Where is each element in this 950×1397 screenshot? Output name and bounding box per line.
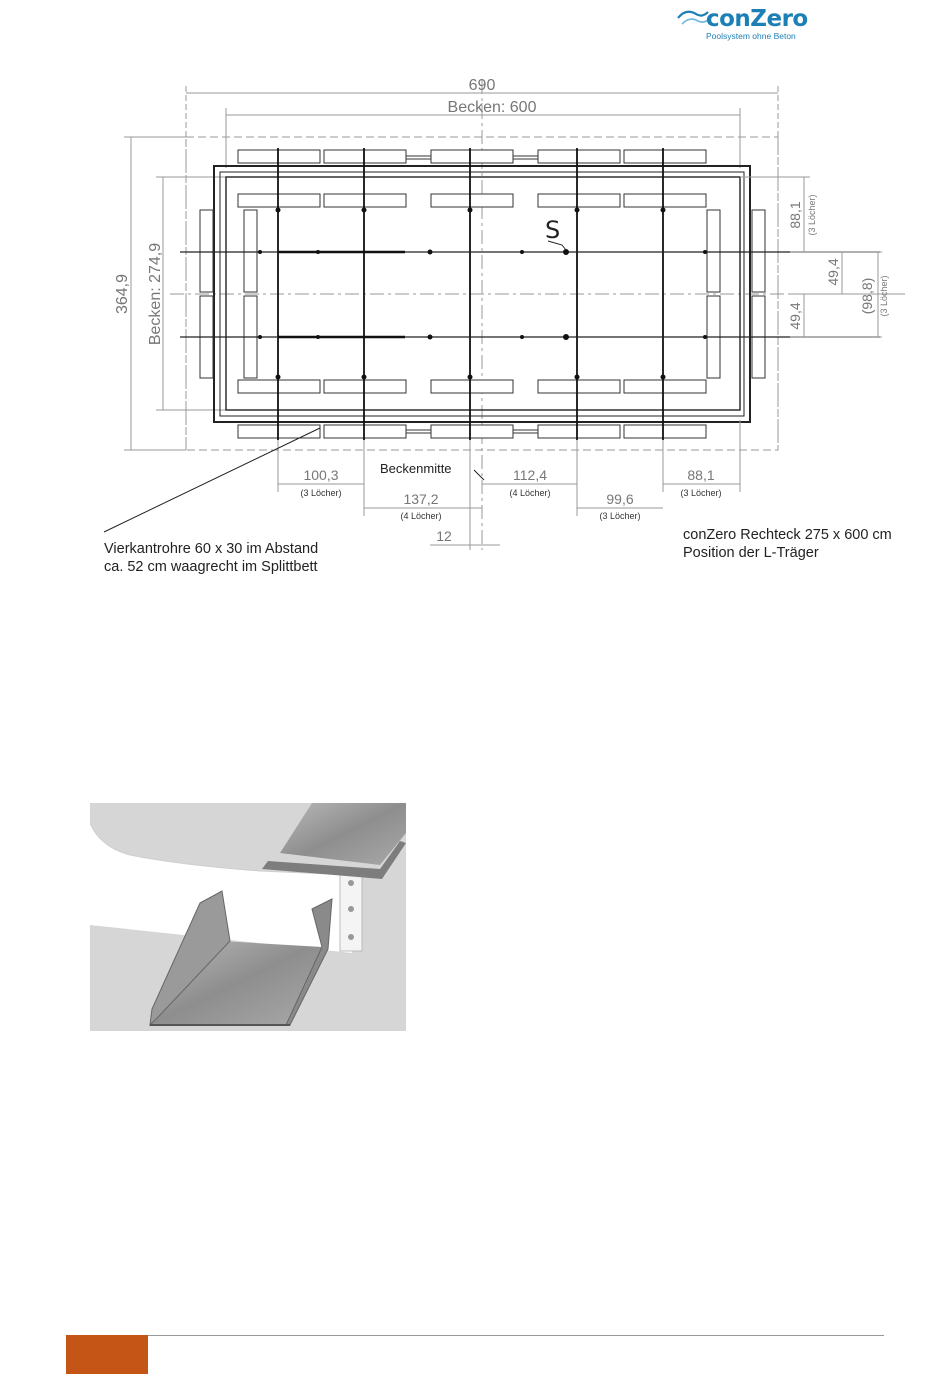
dim-bottom-e-note: (3 Löcher)	[680, 488, 722, 498]
marker-s: S	[545, 216, 561, 244]
footer-accent-block	[66, 1335, 148, 1374]
dim-bottom-e: 88,1	[687, 467, 715, 483]
dim-bottom-c-note: (4 Löcher)	[509, 488, 551, 498]
dim-bottom-b: 137,2	[403, 491, 439, 507]
dim-bottom-f: 12	[436, 528, 452, 544]
pipe-note-line1: Vierkantrohre 60 x 30 im Abstand	[104, 541, 319, 557]
l-beam-rendering	[90, 803, 406, 1031]
title-note	[683, 526, 892, 562]
dim-right-4: (98,8)	[859, 277, 875, 315]
dim-overall-width: 690	[468, 77, 496, 94]
brand-tagline: Poolsystem ohne Beton	[706, 31, 796, 41]
pipe-note	[104, 540, 318, 576]
dim-bottom-d-note: (3 Löcher)	[599, 511, 641, 521]
dim-bottom-c: 112,4	[513, 467, 547, 483]
dim-bottom-b-note: (4 Löcher)	[400, 511, 442, 521]
dim-pool-width: Becken: 600	[447, 99, 537, 116]
footer-rule	[66, 1335, 884, 1336]
dim-right-1-note: (3 Löcher)	[807, 194, 817, 236]
title-note-line1: conZero Rechteck 275 x 600 cm	[683, 527, 892, 543]
pool-layout-drawing	[0, 0, 950, 600]
dim-pool-height: Becken: 274,9	[147, 242, 164, 346]
center-label: Beckenmitte	[380, 461, 452, 476]
dim-bottom-a: 100,3	[303, 467, 339, 483]
dim-right-4-note: (3 Löcher)	[879, 275, 889, 317]
dim-bottom-d: 99,6	[606, 491, 634, 507]
dim-bottom-a-note: (3 Löcher)	[300, 488, 342, 498]
dim-right-2: 49,4	[825, 258, 841, 286]
pipe-note-line2: ca. 52 cm waagrecht im Splittbett	[104, 559, 318, 575]
title-note-line2: Position der L-Träger	[683, 545, 819, 561]
brand-name: conZero	[706, 6, 808, 32]
dim-overall-height: 364,9	[114, 273, 131, 315]
dim-right-1: 88,1	[787, 201, 803, 229]
dim-right-3: 49,4	[787, 302, 803, 330]
